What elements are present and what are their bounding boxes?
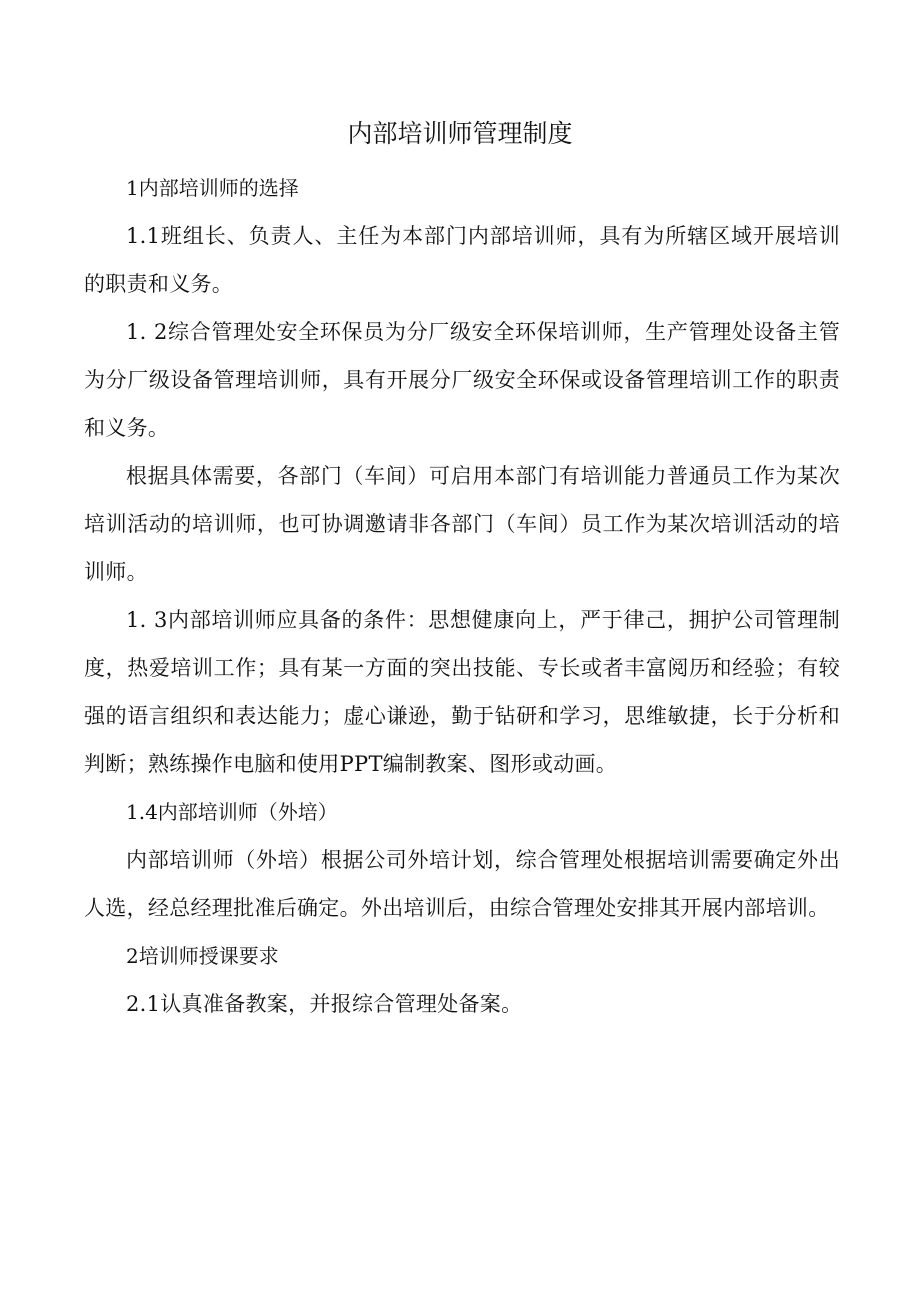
section-1-4-heading: 1.4内部培训师（外培） [126,800,338,824]
paragraph-2-1: 2.1认真准备教案，并报综合管理处备案。 [126,992,523,1016]
document-title: 内部培训师管理制度 [347,119,573,148]
paragraph-1-4: 内部培训师（外培）根据公司外培计划，综合管理处根据培训需要确定外出人选，经总经理批准后确定。外出培训后，由综合管理处安排其开展内部培训。 [84,848,840,920]
paragraph-1-3: 1. 3内部培训师应具备的条件：思想健康向上，严于律己，拥护公司管理制度，热爱培训工作；具有某一方面的突出技能、专长或者丰富阅历和经验；有较强的语言组织和表达能力；虚心谦逊，勤于钻研和学习，思维敏捷，长于分析和判断；熟练操作电脑和使用PPT编制教案、图形或动画。 [84,608,840,776]
paragraph-note: 根据具体需要，各部门（车间）可启用本部门有培训能力普通员工作为某次培训活动的培训师，也可协调邀请非各部门（车间）员工作为某次培训活动的培训师。 [84,464,840,584]
document-body [84,164,840,1028]
section-2-heading: 2培训师授课要求 [126,944,279,968]
paragraph-1-2: 1. 2综合管理处安全环保员为分厂级安全环保培训师，生产管理处设备主管为分厂级设备管理培训师，具有开展分厂级安全环保或设备管理培训工作的职责和义务。 [84,320,840,440]
paragraph-1-1: 1.1班组长、负责人、主任为本部门内部培训师，具有为所辖区域开展培训的职责和义务。 [84,224,840,296]
section-1-heading: 1内部培训师的选择 [126,176,299,200]
